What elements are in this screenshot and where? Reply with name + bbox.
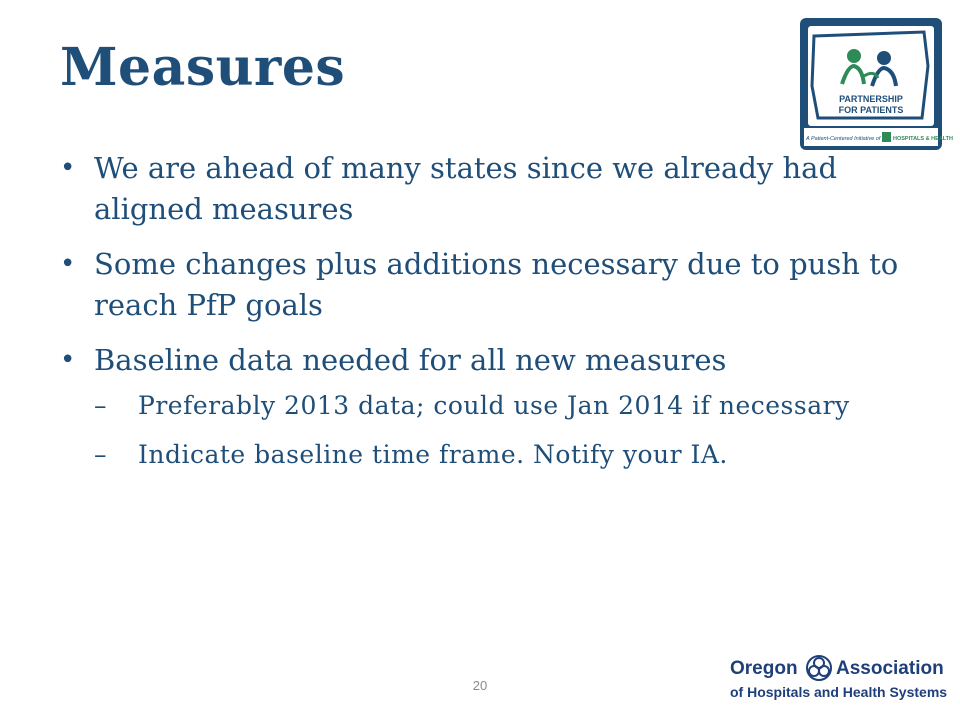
- bullet-text: Some changes plus additions necessary due to push to reach PfP goals: [94, 247, 899, 322]
- sub-bullet-text: Indicate baseline time frame. Notify your IA.: [138, 440, 728, 469]
- bullet-item: [60, 148, 900, 230]
- bullet-dot-icon: •: [60, 345, 76, 375]
- dash-icon: –: [94, 391, 107, 420]
- partnership-for-patients-logo: [800, 18, 953, 150]
- bullet-item: [60, 244, 900, 326]
- slide-title: Measures: [60, 37, 346, 98]
- oahhs-logo: [728, 652, 948, 708]
- oregon-map-icon: [808, 26, 934, 126]
- bullet-text: We are ahead of many states since we already had aligned measures: [94, 151, 838, 226]
- bullet-dot-icon: •: [60, 249, 76, 279]
- dash-icon: –: [94, 440, 107, 469]
- pfp-footer-partner: HOSPITALS & HEALTH: [893, 136, 953, 142]
- bullet-item: [60, 340, 900, 471]
- oahhs-word1: Oregon: [730, 658, 798, 679]
- bullet-dot-icon: •: [60, 153, 76, 183]
- bullet-text: Baseline data needed for all new measures: [94, 343, 727, 377]
- pfp-footer-text: A Patient-Centered Initiative of: [806, 136, 881, 142]
- sub-bullet-text: Preferably 2013 data; could use Jan 2014 if necessary: [138, 391, 850, 420]
- oahhs-line2: of Hospitals and Health Systems: [730, 684, 948, 700]
- oahhs-word2: Association: [836, 658, 944, 679]
- pfp-logo-line2: FOR PATIENTS: [838, 105, 904, 115]
- sub-bullet-list: [94, 389, 900, 471]
- sub-bullet-item: [94, 438, 900, 471]
- hospitals-health-mark-icon: [882, 132, 891, 142]
- sub-bullet-item: [94, 389, 900, 422]
- triple-circle-icon: [804, 654, 834, 682]
- bullet-list: [60, 148, 900, 487]
- pfp-logo-footer: [804, 128, 953, 146]
- page-number: 20: [472, 678, 488, 693]
- pfp-logo-line1: PARTNERSHIP: [839, 94, 903, 104]
- pfp-logo-panel: [808, 26, 934, 126]
